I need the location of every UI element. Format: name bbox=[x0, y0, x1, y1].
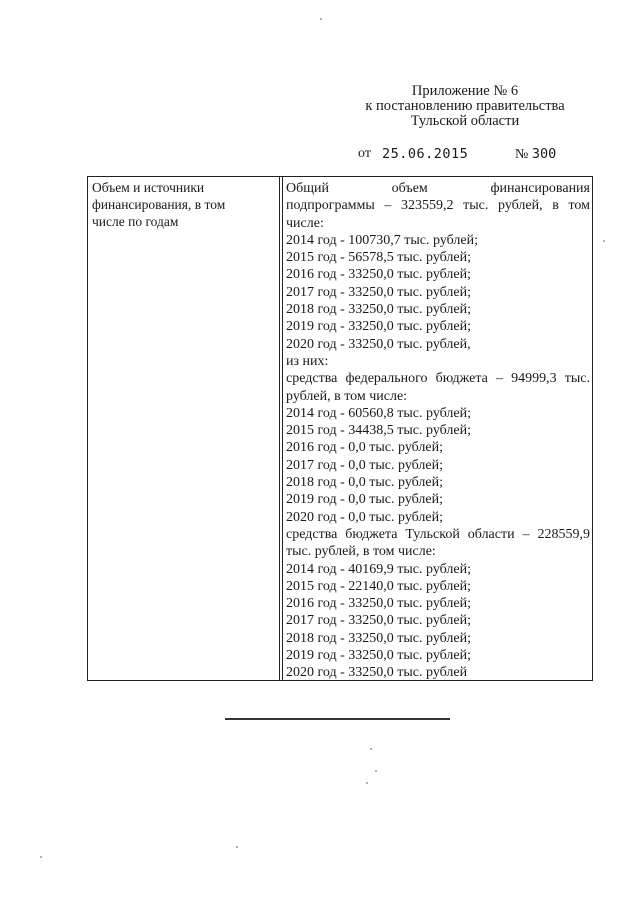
scan-speck bbox=[370, 748, 372, 750]
detail-line: 2019 год - 33250,0 тыс. рублей; bbox=[286, 648, 472, 664]
from-label: от bbox=[358, 146, 371, 161]
detail-line: 2014 год - 60560,8 тыс. рублей; bbox=[286, 405, 472, 421]
scan-speck bbox=[236, 846, 238, 848]
scan-speck bbox=[320, 18, 322, 20]
detail-line: 2015 год - 56578,5 тыс. рублей; bbox=[286, 250, 472, 266]
label-line: Объем и источники bbox=[92, 180, 205, 195]
detail-line: подпрограммы – 323559,2 тыс. рублей, в том bbox=[286, 198, 590, 214]
detail-line: 2016 год - 33250,0 тыс. рублей; bbox=[286, 267, 472, 283]
appendix-title: Приложение № 6 bbox=[411, 83, 519, 99]
label-line: финансирования, в том bbox=[92, 197, 226, 212]
financing-table bbox=[87, 176, 593, 681]
detail-line: 2020 год - 33250,0 тыс. рублей bbox=[286, 665, 468, 681]
detail-line: 2020 год - 0,0 тыс. рублей; bbox=[286, 509, 444, 525]
detail-line: 2014 год - 100730,7 тыс. рублей; bbox=[286, 232, 479, 248]
detail-line: 2018 год - 33250,0 тыс. рублей; bbox=[286, 302, 472, 318]
detail-line: 2016 год - 33250,0 тыс. рублей; bbox=[286, 596, 472, 612]
detail-line: из них: bbox=[286, 353, 329, 369]
number-label: № bbox=[515, 147, 529, 162]
number-value: 300 bbox=[531, 146, 557, 162]
scan-speck bbox=[603, 240, 605, 242]
scan-speck bbox=[375, 770, 377, 772]
detail-line: 2014 год - 40169,9 тыс. рублей; bbox=[286, 561, 472, 577]
detail-line: 2016 год - 0,0 тыс. рублей; bbox=[286, 440, 444, 456]
detail-line: рублей, в том числе: bbox=[286, 388, 408, 404]
detail-line: тыс. рублей, в том числе: bbox=[286, 544, 436, 560]
detail-line: 2017 год - 33250,0 тыс. рублей; bbox=[286, 613, 472, 629]
appendix-authority: Тульской области bbox=[410, 113, 520, 129]
detail-line: 2020 год - 33250,0 тыс. рублей, bbox=[286, 336, 471, 352]
detail-line: средства федерального бюджета – 94999,3 тыс. bbox=[286, 371, 590, 387]
financing-details-cell bbox=[286, 180, 590, 682]
detail-line: 2018 год - 33250,0 тыс. рублей; bbox=[286, 630, 472, 646]
column-divider bbox=[279, 177, 280, 680]
column-divider-inner bbox=[282, 177, 283, 680]
scan-speck bbox=[366, 782, 368, 784]
detail-line: 2019 год - 33250,0 тыс. рублей; bbox=[286, 319, 472, 335]
scan-speck bbox=[40, 856, 42, 858]
appendix-subtitle: к постановлению правительства bbox=[365, 98, 565, 114]
document-date: 25.06.2015 bbox=[382, 146, 469, 162]
label-line: числе по годам bbox=[92, 214, 179, 229]
document-header bbox=[340, 84, 590, 129]
detail-line: средства бюджета Тульской области – 228559,9 bbox=[286, 526, 590, 542]
detail-line: числе: bbox=[286, 215, 324, 231]
detail-line: Общий объем финансирования bbox=[286, 181, 590, 196]
detail-line: 2015 год - 22140,0 тыс. рублей; bbox=[286, 578, 472, 594]
closing-rule bbox=[225, 718, 450, 720]
financing-label-cell bbox=[92, 179, 276, 230]
detail-line: 2017 год - 0,0 тыс. рублей; bbox=[286, 457, 444, 473]
detail-line: 2018 год - 0,0 тыс. рублей; bbox=[286, 475, 444, 491]
detail-line: 2015 год - 34438,5 тыс. рублей; bbox=[286, 423, 472, 439]
document-number bbox=[515, 146, 556, 163]
detail-line: 2017 год - 33250,0 тыс. рублей; bbox=[286, 284, 472, 300]
detail-line: 2019 год - 0,0 тыс. рублей; bbox=[286, 492, 444, 508]
